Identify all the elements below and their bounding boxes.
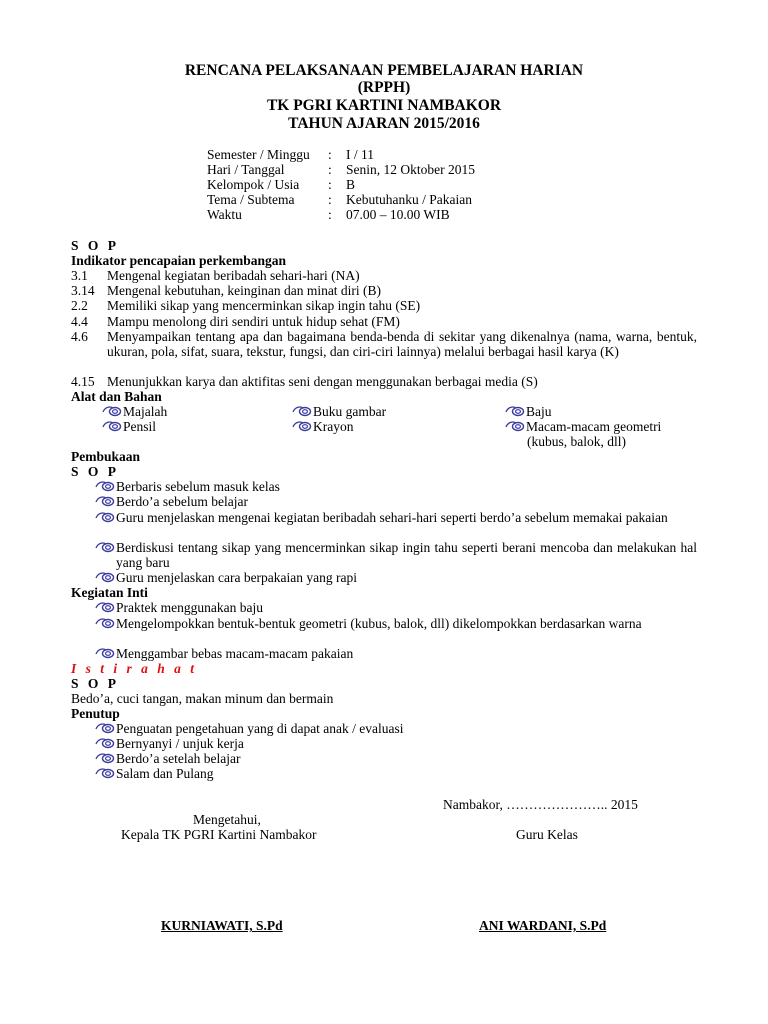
pembukaan-text: Berdiskusi tentang sikap yang mencerminkan sikap ingin tahu seperti berani mencoba dan melakukan hal yang baru [116,540,697,570]
penutup-text: Berdo’a setelah belajar [116,751,241,766]
indikator-number: 4.6 [71,329,88,344]
info-label: Waktu [207,207,242,222]
school-year: TAHUN AJARAN 2015/2016 [288,115,480,132]
indikator-number: 4.4 [71,314,88,329]
info-row [207,207,627,222]
doc-subtitle: (RPPH) [357,79,411,96]
info-row [207,162,627,177]
indikator-heading: Indikator pencapaian perkembangan [71,253,287,268]
info-value: Kebutuhanku / Pakaian [346,192,472,207]
doc-title: RENCANA PELAKSANAAN PEMBELAJARAN HARIAN [184,62,584,79]
alat-label: Pensil [123,419,157,434]
info-value: B [346,177,356,192]
swirl-bullet-icon [95,495,117,507]
info-row [207,192,627,207]
info-row [207,147,627,162]
indikator-text: Mengenal kebutuhan, keinginan dan minat diri (B) [107,283,382,298]
alat-label: Krayon [313,419,354,434]
indikator-number: 3.1 [71,268,88,283]
penutup-text: Penguatan pengetahuan yang di dapat anak / evaluasi [116,721,404,736]
istirahat-text: Bedo’a, cuci tangan, makan minum dan bermain [71,691,334,706]
inti-text: Mengelompokkan bentuk-bentuk geometri (kubus, balok, dll) dikelompokkan berdasarkan warna [116,616,642,631]
kepala-title: Kepala TK PGRI Kartini Nambakor [121,827,317,842]
istirahat-heading: I s t i r a h a t [71,661,198,676]
swirl-bullet-icon [292,420,314,432]
indikator-number: 4.15 [71,374,95,389]
istirahat-sop: S O P [71,676,120,691]
swirl-bullet-icon [102,420,124,432]
alat-label: Baju [526,404,552,419]
indikator-number: 2.2 [71,298,88,313]
swirl-bullet-icon [95,511,117,523]
info-colon: : [328,177,332,192]
swirl-bullet-icon [95,737,117,749]
indikator-text: Mengenal kegiatan beribadah sehari-hari (NA) [107,268,360,283]
swirl-bullet-icon [95,767,117,779]
swirl-bullet-icon [292,405,314,417]
guru-name: ANI WARDANI, S.Pd [479,918,607,933]
inti-heading: Kegiatan Inti [71,585,148,600]
pembukaan-text: Guru menjelaskan cara berpakaian yang rapi [116,570,358,585]
info-colon: : [328,147,332,162]
swirl-bullet-icon [95,617,117,629]
info-row [207,177,627,192]
info-colon: : [328,162,332,177]
info-table [207,147,627,222]
kepala-name: KURNIAWATI, S.Pd [161,918,283,933]
pembukaan-heading: Pembukaan [71,449,141,464]
mengetahui-label: Mengetahui, [193,812,261,827]
indikator-text: Memiliki sikap yang mencerminkan sikap ingin tahu (SE) [107,298,421,313]
info-label: Hari / Tanggal [207,162,285,177]
swirl-bullet-icon [95,601,117,613]
inti-text: Menggambar bebas macam-macam pakaian [116,646,354,661]
swirl-bullet-icon [505,420,527,432]
alat-label: Majalah [123,404,168,419]
swirl-bullet-icon [95,480,117,492]
swirl-bullet-icon [95,647,117,659]
info-label: Tema / Subtema [207,192,295,207]
pembukaan-sop: S O P [71,464,120,479]
alat-label: Macam-macam geometri [526,419,662,434]
inti-text: Praktek menggunakan baju [116,600,263,615]
indikator-text: Menyampaikan tentang apa dan bagaimana benda-benda di sekitar yang dikenalnya (nama, warna, bentuk, ukuran, pola, sifat, suara, tekstur, fungsi, dan ciri-ciri lainnya) melalui berbagai hasil karya (K) [107,329,697,359]
info-value: 07.00 – 10.00 WIB [346,207,450,222]
pembukaan-text: Berbaris sebelum masuk kelas [116,479,280,494]
info-value: Senin, 12 Oktober 2015 [346,162,475,177]
info-colon: : [328,207,332,222]
swirl-bullet-icon [505,405,527,417]
swirl-bullet-icon [95,541,117,553]
guru-title: Guru Kelas [516,827,578,842]
swirl-bullet-icon [95,752,117,764]
school-name: TK PGRI KARTINI NAMBAKOR [266,97,502,114]
alat-heading: Alat dan Bahan [71,389,162,404]
penutup-text: Salam dan Pulang [116,766,214,781]
info-label: Semester / Minggu [207,147,310,162]
alat-label: Buku gambar [313,404,387,419]
info-colon: : [328,192,332,207]
alat-note: (kubus, balok, dll) [527,434,626,449]
pembukaan-text: Guru menjelaskan mengenai kegiatan beribadah sehari-hari seperti berdo’a sebelum memakai pakaian [116,510,668,525]
indikator-number: 3.14 [71,283,95,298]
swirl-bullet-icon [95,571,117,583]
info-label: Kelompok / Usia [207,177,300,192]
info-value: I / 11 [346,147,374,162]
penutup-heading: Penutup [71,706,120,721]
indikator-text: Menunjukkan karya dan aktifitas seni dengan menggunakan berbagai media (S) [107,374,538,389]
swirl-bullet-icon [95,722,117,734]
place-date: Nambakor, ………………….. 2015 [443,797,638,812]
swirl-bullet-icon [102,405,124,417]
indikator-text: Mampu menolong diri sendiri untuk hidup sehat (FM) [107,314,400,329]
pembukaan-text: Berdo’a sebelum belajar [116,494,248,509]
sop-heading: S O P [71,238,120,253]
penutup-text: Bernyanyi / unjuk kerja [116,736,244,751]
